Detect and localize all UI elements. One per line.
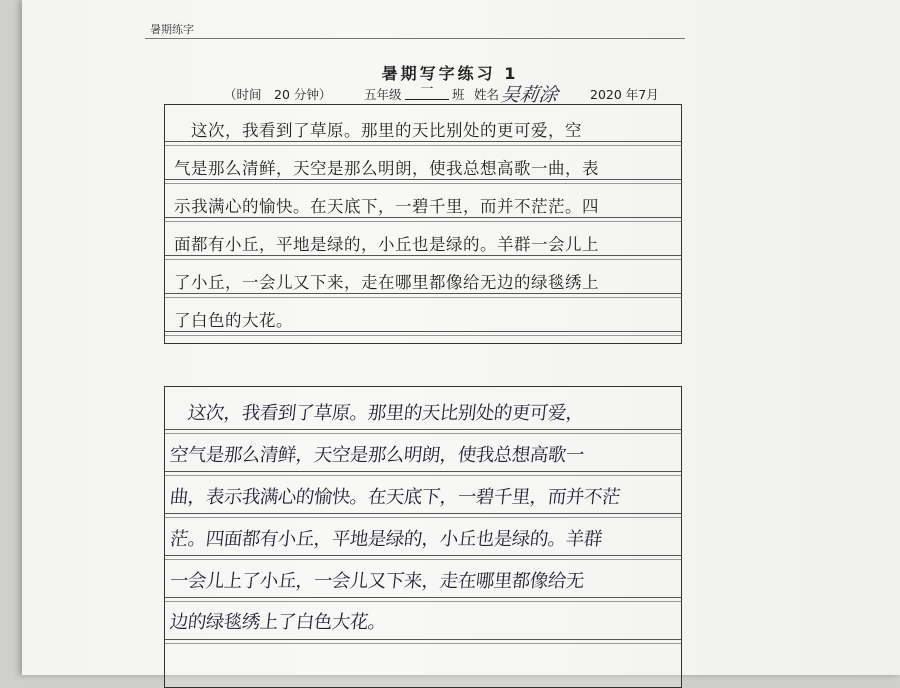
- writing-rule: [165, 335, 681, 336]
- writing-rule: [165, 259, 681, 260]
- printed-line: 这次，我看到了草原。那里的天比别处的更可爱，空: [174, 121, 582, 140]
- printed-line: 示我满心的愉快。在天底下，一碧千里，而并不茫茫。四: [174, 197, 599, 216]
- time-limit: （时间 20 分钟）: [224, 87, 332, 102]
- writing-rule: [165, 217, 681, 218]
- writing-rule: [165, 141, 681, 142]
- printed-line: 了小丘，一会儿又下来，走在哪里都像给无边的绿毯绣上: [174, 273, 599, 292]
- handwritten-line: 茫。四面都有小丘，平地是绿的，小丘也是绿的。羊群: [168, 529, 603, 550]
- printed-line: 气是那么清鲜，天空是那么明朗，使我总想高歌一曲，表: [174, 159, 599, 178]
- writing-rule: [165, 297, 681, 298]
- header-label: 暑期练字: [150, 23, 194, 36]
- writing-rule: [165, 179, 681, 180]
- class-number: 一: [405, 85, 449, 100]
- writing-rule: [165, 183, 681, 184]
- writing-rule: [165, 597, 681, 598]
- writing-rule: [165, 517, 681, 518]
- writing-rule: [165, 433, 681, 434]
- printed-line: 了白色的大花。: [174, 311, 293, 330]
- date-label: 2020 年7月: [590, 87, 659, 102]
- handwritten-line: 边的绿毯绣上了白色大花。: [168, 612, 387, 633]
- writing-rule: [165, 255, 681, 256]
- writing-rule: [165, 639, 681, 640]
- writing-rule: [165, 643, 681, 644]
- writing-rule: [165, 555, 681, 556]
- writing-rule: [165, 559, 681, 560]
- writing-rule: [165, 471, 681, 472]
- handwritten-line: 空气是那么清鲜，天空是那么明朗，使我总想高歌一: [168, 445, 585, 466]
- handwritten-line: 一会儿上了小丘，一会儿又下来，走在哪里都像给无: [168, 571, 585, 592]
- handwritten-line: 这次，我看到了草原。那里的天比别处的更可爱，: [168, 403, 585, 424]
- worksheet-title: 暑期写字练习 1: [381, 64, 519, 83]
- class-label: 班: [452, 87, 465, 102]
- name-label: 姓名: [474, 87, 500, 102]
- writing-rule: [165, 293, 681, 294]
- grade-label: 五年级: [364, 87, 402, 102]
- student-name-signature: 吴莉涂: [499, 84, 560, 106]
- writing-rule: [165, 601, 681, 602]
- writing-rule: [165, 145, 681, 146]
- writing-rule: [165, 513, 681, 514]
- handwritten-line: 曲，表示我满心的愉快。在天底下，一碧千里，而并不茫: [168, 487, 621, 508]
- writing-rule: [165, 475, 681, 476]
- printed-line: 面都有小丘，平地是绿的，小丘也是绿的。羊群一会儿上: [174, 235, 599, 254]
- header-rule: [145, 38, 685, 39]
- writing-rule: [165, 429, 681, 430]
- writing-rule: [165, 331, 681, 332]
- writing-rule: [165, 221, 681, 222]
